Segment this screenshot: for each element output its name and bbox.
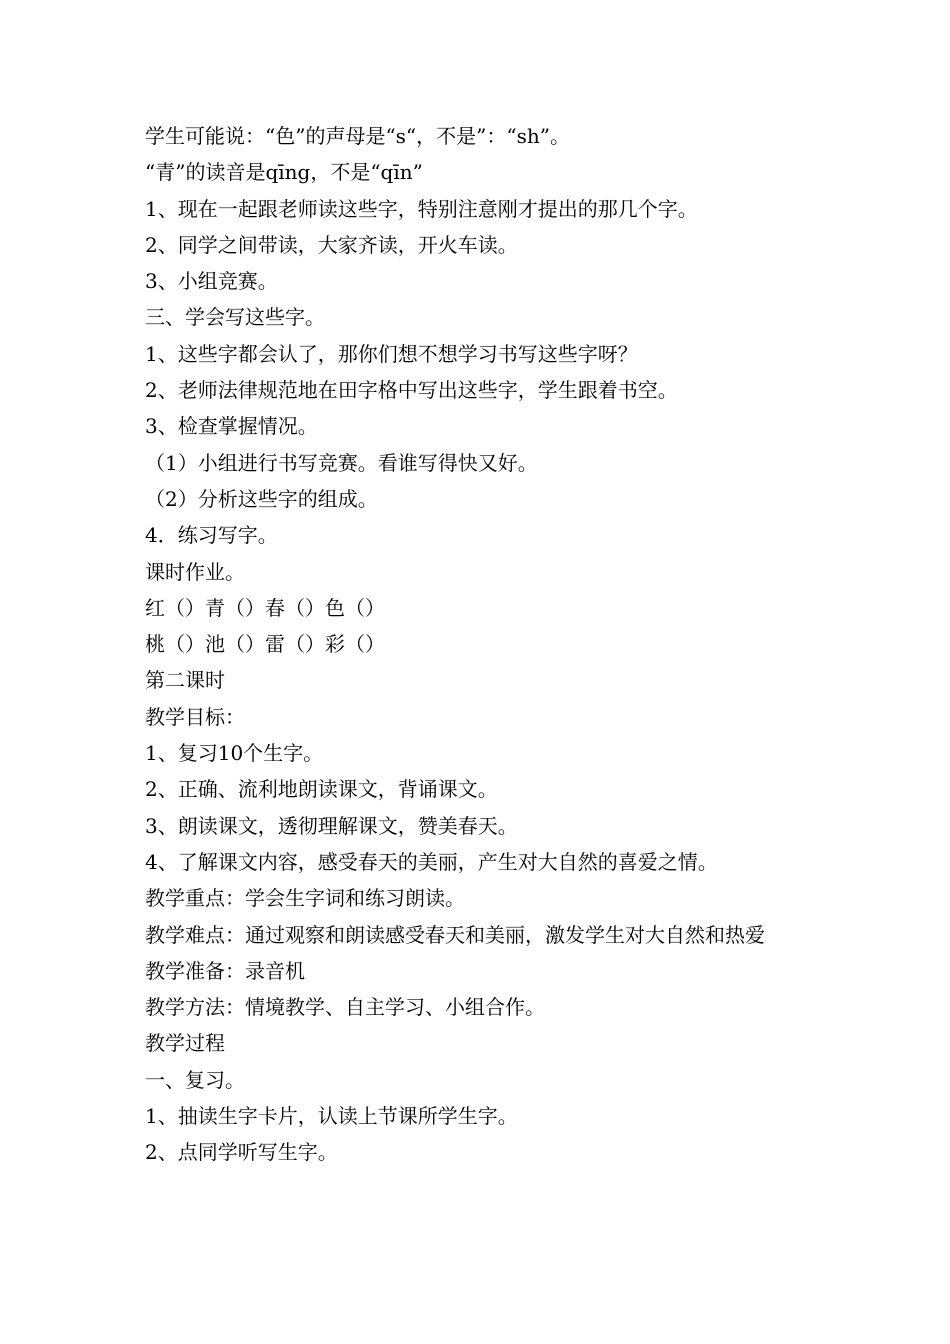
document-body [145,118,815,1171]
text-line: 教学准备：录音机 [145,958,305,983]
text-line: 1、现在一起跟老师读这些字，特别注意刚才提出的那几个字。 [145,196,698,221]
text-line: 1、这些字都会认了，那你们想不想学习书写这些字呀？ [145,341,638,366]
text-line: （2）分析这些字的组成。 [145,486,378,511]
section-heading: 第二课时 [145,668,225,693]
text-line: 1、抽读生字卡片，认读上节课所学生字。 [145,1104,518,1129]
text-line: 教学目标： [145,704,245,729]
text-line: 教学方法：情境教学、自主学习、小组合作。 [145,995,545,1020]
text-line: “青”的读音是qīng，不是“qīn” [145,160,423,185]
text-line: 学生可能说：“色”的声母是“s“，不是”：“sh”。 [145,124,570,148]
text-line: 1、复习10个生字。 [145,741,324,766]
text-line: 2、老师法律规范地在田字格中写出这些字，学生跟着书空。 [145,378,678,403]
text-line: 4、了解课文内容，感受春天的美丽，产生对大自然的喜爱之情。 [145,849,718,874]
section-heading: 教学过程 [145,1031,225,1056]
text-line: 课时作业。 [145,559,245,584]
text-line: 3、小组竞赛。 [145,269,278,294]
text-line: 教学重点：学会生字词和练习朗读。 [145,886,465,911]
text-line: 3、检查掌握情况。 [145,414,318,439]
text-line: 2、点同学听写生字。 [145,1140,338,1165]
exercise-line: 红（）青（）春（）色（） [145,595,385,620]
section-heading: 一、复习。 [145,1067,245,1092]
text-line: 2、正确、流利地朗读课文，背诵课文。 [145,777,498,802]
text-line: （1）小组进行书写竞赛。看谁写得快又好。 [145,450,538,475]
section-heading: 三、学会写这些字。 [145,305,325,330]
text-line: 3、朗读课文，透彻理解课文，赞美春天。 [145,813,518,838]
text-line: 4．练习写字。 [145,523,278,548]
text-line: 教学难点：通过观察和朗读感受春天和美丽，激发学生对大自然和热爱 [145,922,765,947]
exercise-line: 桃（）池（）雷（）彩（） [145,632,385,657]
text-line: 2、同学之间带读，大家齐读，开火车读。 [145,232,518,257]
